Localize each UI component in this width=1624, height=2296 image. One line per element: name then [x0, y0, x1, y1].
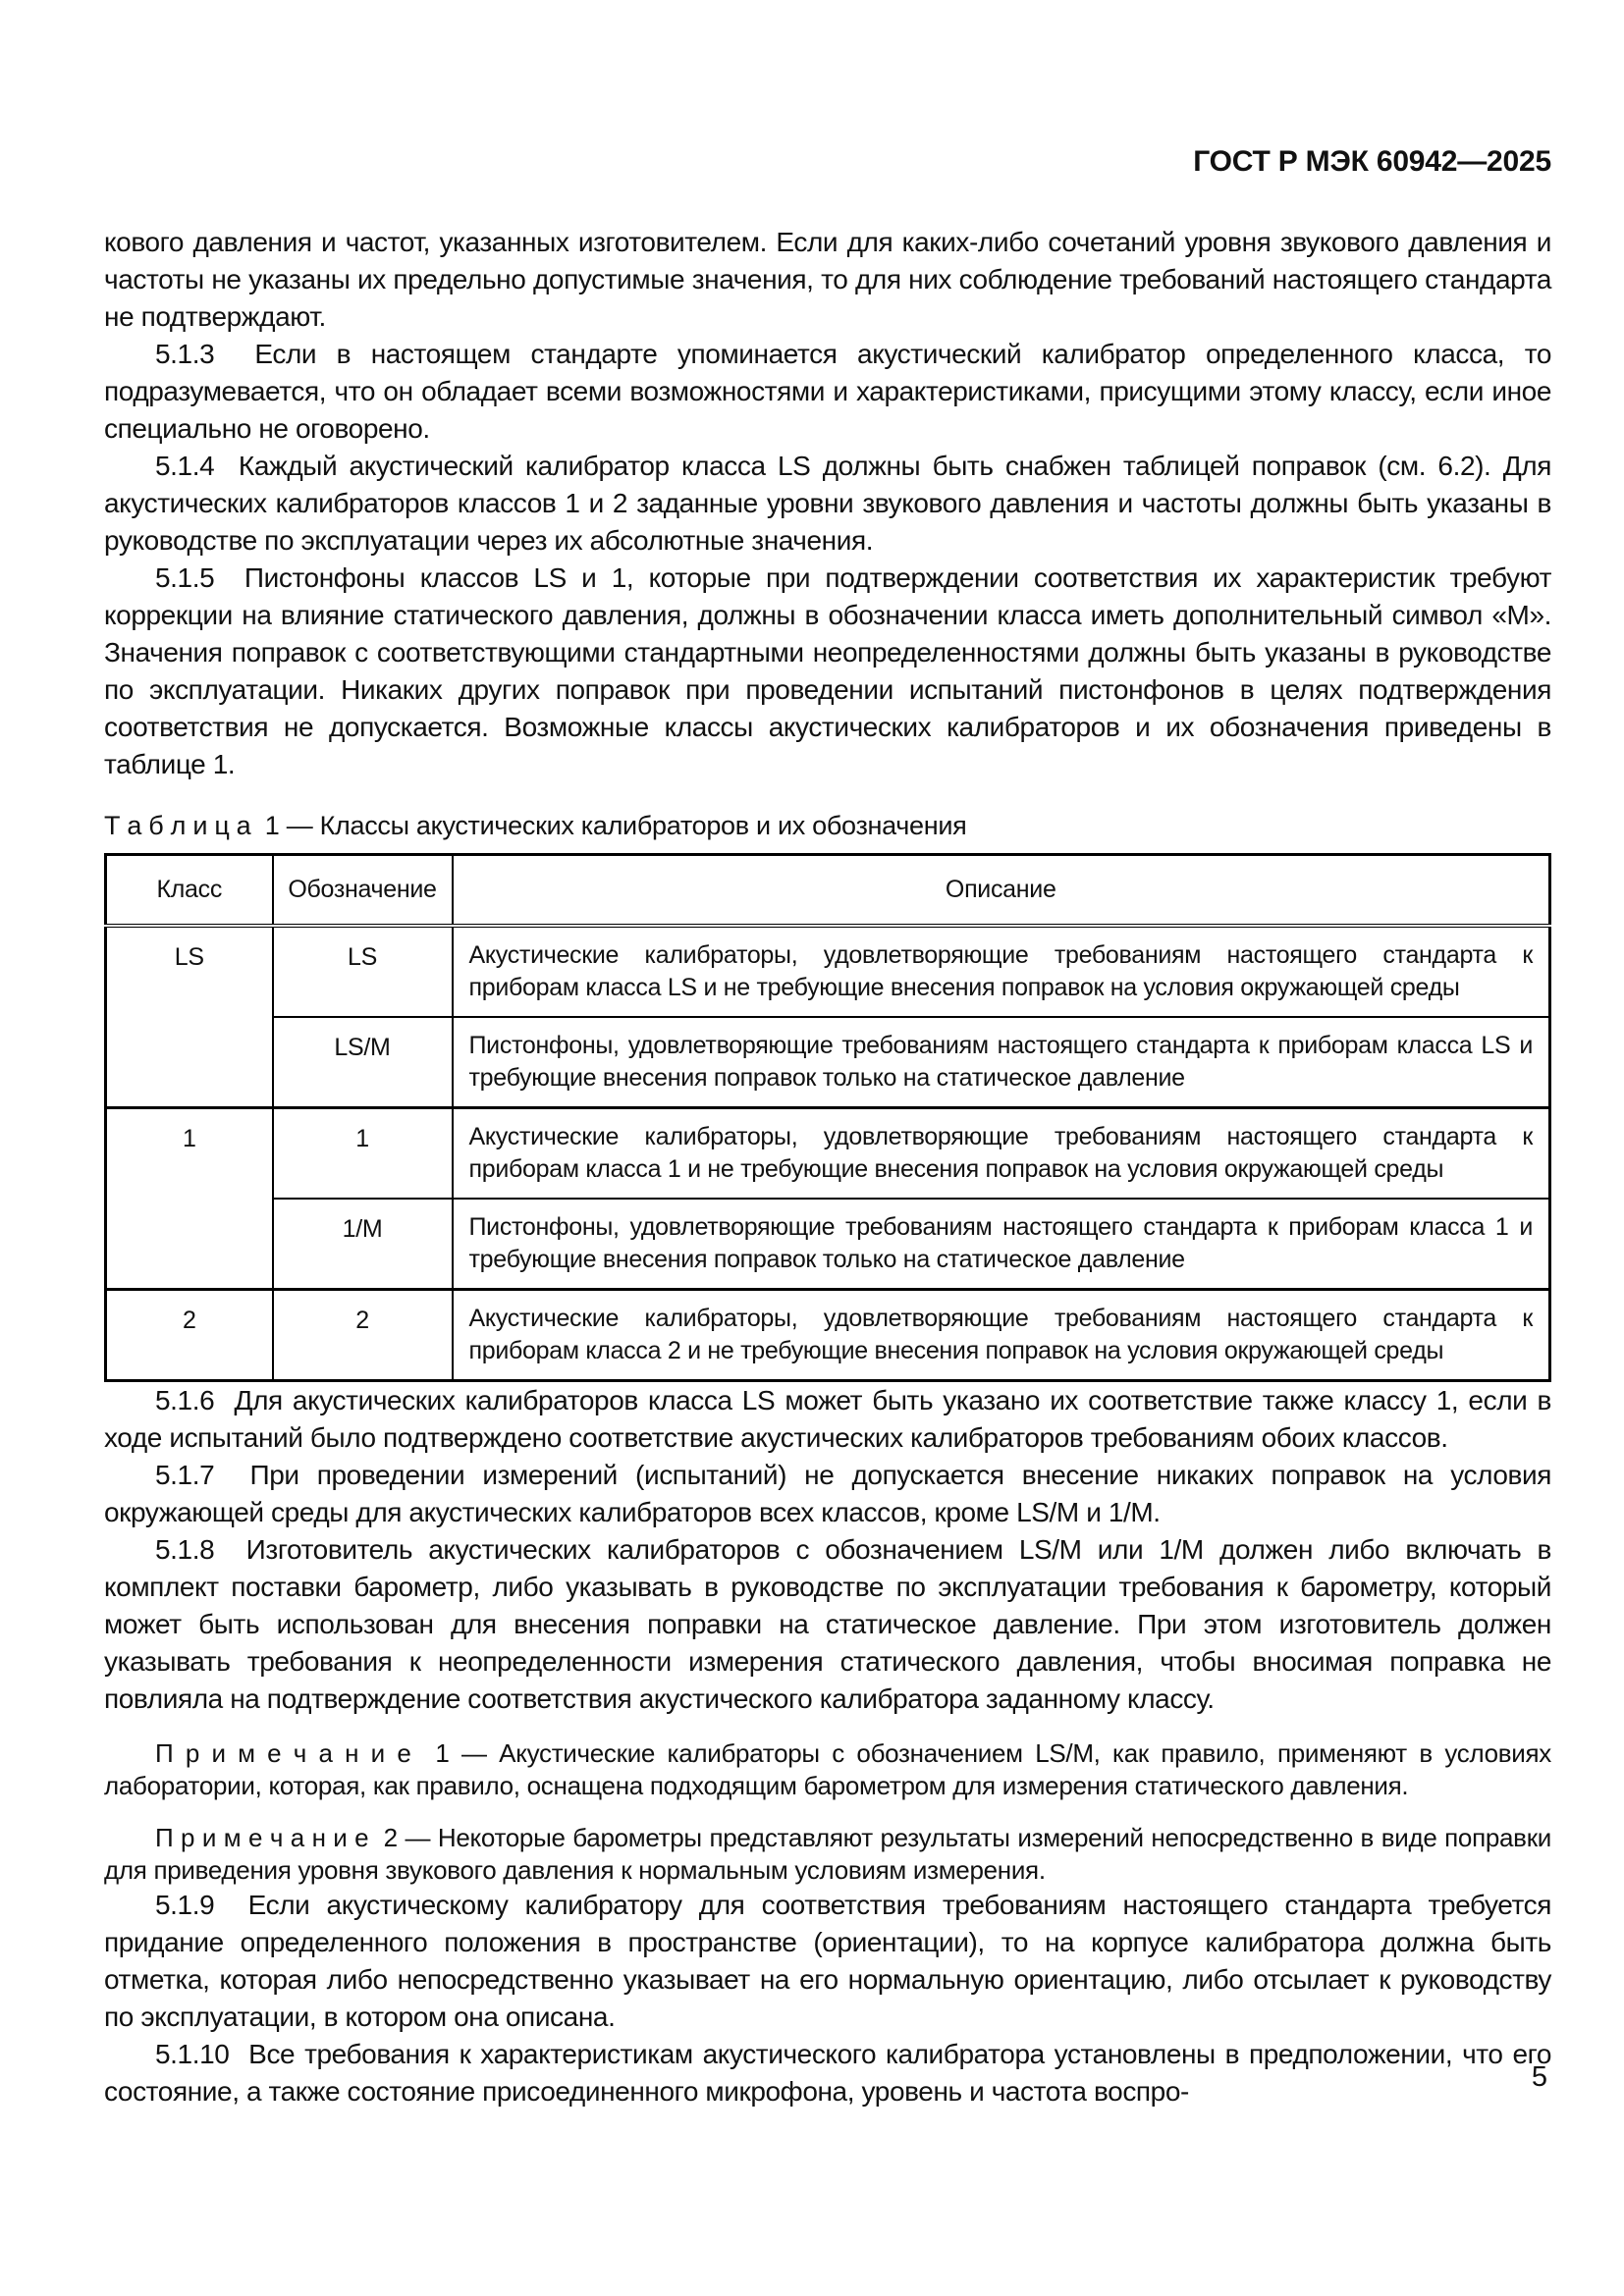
note-1: П р и м е ч а н и е 1 — Акустические калибраторы с обозначением LS/M, как правило, применяют в условиях лаборатории, которая, как правило, оснащена подходящим барометром для измерения статического давления.: [104, 1738, 1551, 1800]
table-header-row: [106, 855, 1550, 927]
document-header: ГОСТ Р МЭК 60942—2025: [1193, 145, 1551, 178]
designation-cell-1m: 1/M: [273, 1199, 453, 1290]
class-cell-ls: LS: [106, 926, 273, 1108]
paragraph-5-1-6: 5.1.6 Для акустических калибраторов класса LS может быть указано их соответствие также классу 1, если в ходе испытаний было подтверждено соответствие акустических калибраторов требованиям обоих классов.: [104, 1385, 1551, 1453]
class-cell-1: 1: [106, 1108, 273, 1290]
table-row: [106, 1290, 1550, 1381]
class-cell-2: 2: [106, 1290, 273, 1381]
note-2: П р и м е ч а н и е 2 — Некоторые барометры представляют результаты измерений непосредственно в виде поправки для приведения уровня звукового давления к нормальным условиям измерения.: [104, 1823, 1551, 1885]
description-cell-lsm: Пистонфоны, удовлетворяющие требованиям настоящего стандарта к приборам класса LS и требующие внесения поправок только на статическое давление: [453, 1017, 1550, 1108]
description-cell-1: Акустические калибраторы, удовлетворяющие требованиям настоящего стандарта к приборам класса 1 и не требующие внесения поправок на условия окружающей среды: [453, 1108, 1550, 1200]
table-row: [106, 1017, 1550, 1108]
table-header-class: Класс: [106, 855, 273, 927]
paragraph-5-1-10: 5.1.10 Все требования к характеристикам акустического калибратора установлены в предположении, что его состояние, а также состояние присоединенного микрофона, уровень и частота воспро-: [104, 2039, 1551, 2107]
paragraph-5-1-9: 5.1.9 Если акустическому калибратору для соответствия требованиям настоящего стандарта требуется придание определенного положения в пространстве (ориентации), то на корпусе калибратора должна быть отметка, которая либо непосредственно указывает на его нормальную ориентацию, либо отсылает к руководству по эксплуатации, в котором она описана.: [104, 1890, 1551, 2032]
designation-cell-2: 2: [273, 1290, 453, 1381]
page-number: 5: [1531, 2061, 1547, 2093]
description-cell-ls: Акустические калибраторы, удовлетворяющие требованиям настоящего стандарта к приборам класса LS и не требующие внесения поправок на условия окружающей среды: [453, 926, 1550, 1017]
table-row: [106, 1199, 1550, 1290]
paragraph-5-1-2-continuation: кового давления и частот, указанных изготовителем. Если для каких-либо сочетаний уровня звукового давления и частоты не указаны их предельно допустимые значения, то для них соблюдение требований настоящего стандарта не подтверждают.: [104, 227, 1551, 332]
table-header-description: Описание: [453, 855, 1550, 927]
paragraph-5-1-5: 5.1.5 Пистонфоны классов LS и 1, которые при подтверждении соответствия их характеристик требуют коррекции на влияние статического давления, должны в обозначении класса иметь дополнительный символ «М». Значения поправок с соответствующими стандартными неопределенностями должны быть указаны в руководстве по эксплуатации. Никаких других поправок при проведении испытаний пистонфонов в целях подтверждения соответствия не допускается. Возможные классы акустических калибраторов и их обозначения приведены в таблице 1.: [104, 562, 1551, 779]
paragraph-5-1-7: 5.1.7 При проведении измерений (испытаний) не допускается внесение никаких поправок на условия окружающей среды для акустических калибраторов всех классов, кроме LS/M и 1/M.: [104, 1460, 1551, 1527]
designation-cell-1: 1: [273, 1108, 453, 1200]
designation-cell-lsm: LS/M: [273, 1017, 453, 1108]
table-row: [106, 926, 1550, 1017]
paragraph-5-1-3: 5.1.3 Если в настоящем стандарте упоминается акустический калибратор определенного класса, то подразумевается, что он обладает всеми возможностями и характеристиками, присущими этому классу, если иное специально не оговорено.: [104, 339, 1551, 444]
classes-table: [104, 853, 1551, 1382]
table-caption: Т а б л и ц а 1 — Классы акустических калибраторов и их обозначения: [104, 811, 967, 840]
paragraph-5-1-4: 5.1.4 Каждый акустический калибратор класса LS должны быть снабжен таблицей поправок (см. 6.2). Для акустических калибраторов классов 1 и 2 заданные уровни звукового давления и частоты должны быть указаны в руководстве по эксплуатации через их абсолютные значения.: [104, 451, 1551, 556]
description-cell-2: Акустические калибраторы, удовлетворяющие требованиям настоящего стандарта к приборам класса 2 и не требующие внесения поправок на условия окружающей среды: [453, 1290, 1550, 1381]
designation-cell-ls: LS: [273, 926, 453, 1017]
paragraph-5-1-8: 5.1.8 Изготовитель акустических калибраторов с обозначением LS/M или 1/M должен либо включать в комплект поставки барометр, либо указывать в руководстве по эксплуатации требования к барометру, который может быть использован для внесения поправки на статическое давление. При этом изготовитель должен указывать требования к неопределенности измерения статического давления, чтобы вносимая поправка не повлияла на подтверждение соответствия акустического калибратора заданному классу.: [104, 1534, 1551, 1714]
description-cell-1m: Пистонфоны, удовлетворяющие требованиям настоящего стандарта к приборам класса 1 и требующие внесения поправок только на статическое давление: [453, 1199, 1550, 1290]
table-row: [106, 1108, 1550, 1200]
table-header-designation: Обозначение: [273, 855, 453, 927]
